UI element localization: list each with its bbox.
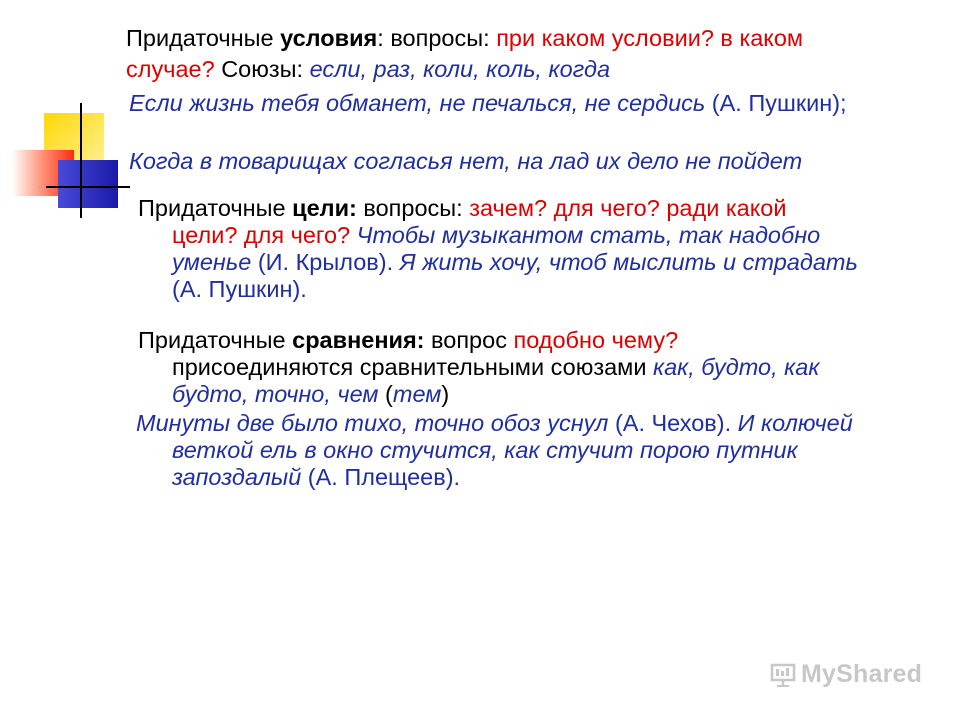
purpose-line-1: Придаточные цели: вопросы: зачем? для чего? ради какой (138, 195, 787, 221)
condition-heading-line: Придаточные условия: вопросы: при каком условии? в каком (126, 25, 804, 51)
condition-example-2: Когда в товарищах согласья нет, на лад их дело не пойдет (129, 148, 803, 174)
myshared-watermark (770, 657, 922, 691)
condition-term: условия (280, 25, 378, 51)
vertical-rule (80, 103, 82, 218)
comparison-examples (136, 410, 936, 491)
purpose-line-3: уменье (И. Крылов). Я жить хочу, чтоб мыслить и страдать (172, 249, 858, 275)
condition-questions: при каком условии? в каком (496, 25, 804, 51)
comparison-line-2: присоединяются сравнительными союзами как, будто, как (172, 354, 820, 380)
purpose-line-2: цели? для чего? Чтобы музыкантом стать, так надобно (172, 222, 821, 248)
comparison-example-line-2: веткой ель в окно стучится, как стучит порою путник (172, 437, 798, 463)
comparison-section (138, 327, 928, 408)
watermark-text: MyShared (801, 659, 923, 688)
comparison-example-line-3: запоздалый (А. Плещеев). (172, 464, 461, 490)
condition-conjunctions-line: случае? Союзы: если, раз, коли, коль, когда (126, 56, 611, 82)
purpose-term: цели: (292, 195, 357, 221)
purpose-section (138, 195, 918, 303)
presentation-board-icon (770, 661, 796, 687)
comparison-example-line-1: Минуты две было тихо, точно обоз уснул (А. Чехов). И колючей (136, 410, 853, 436)
comparison-term: сравнения: (292, 327, 425, 353)
corner-decoration (0, 0, 130, 220)
condition-example-1: Если жизнь тебя обманет, не печалься, не сердись (А. Пушкин); (129, 90, 847, 116)
purpose-line-4: (А. Пушкин). (172, 276, 307, 302)
condition-conjunctions: если, раз, коли, коль, когда (309, 56, 611, 82)
comparison-line-1: Придаточные сравнения: вопрос подобно чему? (138, 327, 679, 353)
comparison-line-3: будто, точно, чем (тем) (172, 381, 450, 407)
blue-square (58, 160, 118, 208)
horizontal-rule (46, 186, 130, 188)
